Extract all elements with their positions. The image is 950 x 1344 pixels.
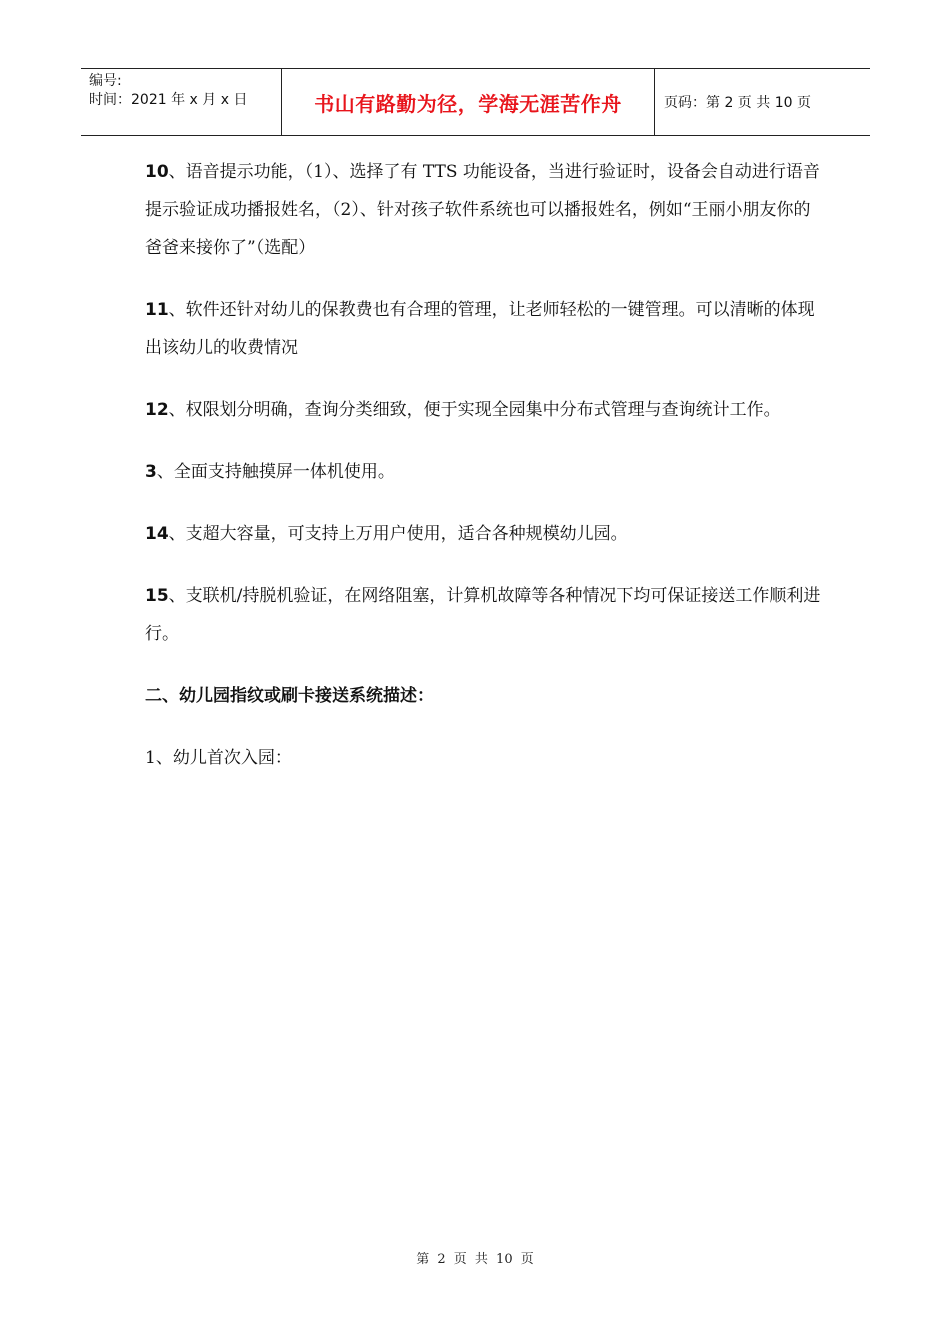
time-label: 时间：2021 年 x 月 x 日 — [89, 92, 248, 108]
paragraph-3 — [145, 453, 825, 491]
paragraph-11 — [145, 291, 825, 367]
subsection-heading: 1、幼儿首次入园： — [145, 748, 292, 768]
item-number: 3 — [145, 462, 157, 482]
header-meta — [81, 69, 282, 135]
paragraph-15 — [145, 577, 825, 653]
document-body — [145, 153, 825, 801]
paragraph-12 — [145, 391, 825, 429]
item-number: 15 — [145, 586, 169, 606]
paragraph-14 — [145, 515, 825, 553]
item-text: 、支联机/持脱机验证，在网络阻塞，计算机故障等各种情况下均可保证接送工作顺利进行。 — [145, 586, 821, 644]
item-text: 、支超大容量，可支持上万用户使用，适合各种规模幼儿园。 — [168, 524, 628, 544]
item-text: 、语音提示功能，（1）、选择了有 TTS 功能设备，当进行验证时，设备会自动进行语音提示验证成功播报姓名，（2）、针对孩子软件系统也可以播报姓名，例如“王丽小朋友你的爸爸来接你了”（选配） — [145, 162, 820, 258]
header-page-label: 页码：第 2 页 共 10 页 — [664, 95, 811, 111]
paragraph-10 — [145, 153, 825, 267]
header-motto: 书山有路勤为径，学海无涯苦作舟 — [282, 69, 655, 135]
item-text: 、全面支持触摸屏一体机使用。 — [156, 462, 395, 482]
item-text: 、权限划分明确，查询分类细致，便于实现全园集中分布式管理与查询统计工作。 — [168, 400, 781, 420]
number-label: 编号: — [89, 73, 122, 89]
item-number: 10 — [145, 162, 169, 182]
item-text: 、软件还针对幼儿的保教费也有合理的管理，让老师轻松的一键管理。可以清晰的体现出该幼儿的收费情况 — [145, 300, 815, 358]
page-header — [81, 68, 870, 136]
section-heading: 二、幼儿园指纹或刷卡接送系统描述： — [145, 686, 434, 706]
item-number: 14 — [145, 524, 169, 544]
item-number: 11 — [145, 300, 169, 320]
item-number: 12 — [145, 400, 169, 420]
page-footer: 第 2 页 共 10 页 — [416, 1252, 534, 1267]
